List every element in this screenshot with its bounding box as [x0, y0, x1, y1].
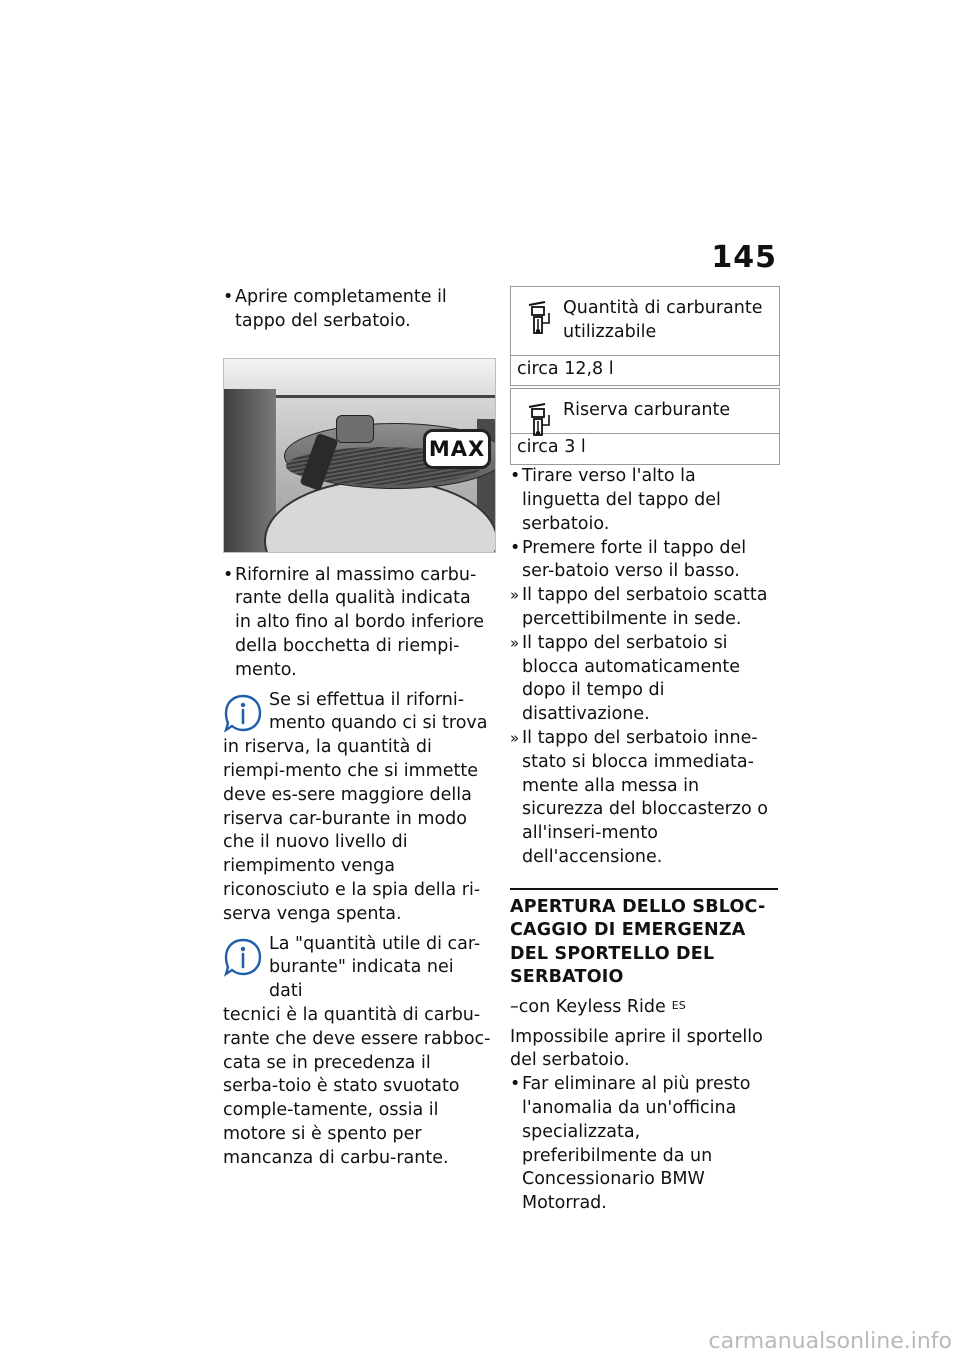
step-dealer: • Far eliminare al più presto l'anomalia da un'officina specializzata, preferibilmente da un Concessionario BMW Motorrad.	[510, 1073, 778, 1216]
note-text: tecnici è la quantità di carbu-rante che deve essere rabboc-cata se in precedenza il serba-toio è stato svuotato comple-tamente, ossia il motore si è spento per mancanza di carbu-rante.	[223, 1004, 491, 1168]
fuel-pump-icon	[525, 401, 553, 441]
note-line: burante" indicata nei dati	[269, 957, 454, 1002]
info-icon	[223, 693, 263, 733]
right-column	[510, 286, 778, 1216]
spec-label: Riserva carburante	[563, 400, 731, 421]
condition-code: ES	[671, 998, 686, 1012]
max-level-badge: MAX	[423, 429, 491, 469]
step-refuel: • Rifornire al massimo carbu-rante della qualità indicata in alto fino al bordo inferiore della bocchetta di riempi-mento.	[223, 564, 491, 683]
spec-fuel-reserve	[510, 388, 780, 465]
info-note-reserve	[223, 689, 491, 927]
result-cap-snaps: » Il tappo del serbatoio scatta percettibilmente in sede.	[510, 584, 778, 632]
info-icon	[223, 937, 263, 977]
left-column	[223, 286, 491, 1171]
note-text: in riserva, la quantità di riempi-mento che si immette deve es-sere maggiore della riserva car-burante in modo che il nuovo livello di riempimento venga riconosciuto e la spia della ri-serva venga spenta.	[223, 737, 481, 924]
spec-value: circa 12,8 l	[511, 355, 779, 386]
condition-text: –con Keyless Ride	[510, 996, 666, 1017]
note-line: La "quantità utile di car-	[269, 933, 481, 954]
note-line: Se si effettua il riforni-	[269, 689, 465, 710]
step-pull-tab: • Tirare verso l'alto la linguetta del tappo del serbatoio.	[510, 465, 778, 536]
result-auto-lock: » Il tappo del serbatoio si blocca automaticamente dopo il tempo di disattivazione.	[510, 632, 778, 727]
info-note-usable-fuel	[223, 933, 491, 1171]
result-immediate-lock: » Il tappo del serbatoio inne-stato si blocca immediata-mente alla messa in sicurezza del bloccasterzo o all'inseri-mento dell'accensione.	[510, 727, 778, 870]
intro-text: Impossibile aprire il sportello del serbatoio.	[510, 1026, 763, 1071]
note-line: mento quando ci si trova	[269, 713, 488, 734]
page-number: 145	[711, 240, 777, 275]
watermark: carmanualsonline.info	[708, 1329, 952, 1354]
step-press-cap: • Premere forte il tappo del ser-batoio verso il basso.	[510, 537, 778, 585]
spec-usable-fuel	[510, 286, 780, 386]
fuel-filler-photo	[223, 358, 496, 553]
section-title: APERTURA DELLO SBLOC-CAGGIO DI EMERGENZA DEL SPORTELLO DEL SERBATOIO	[510, 888, 778, 990]
spec-label: Quantità di carburante utilizzabile	[563, 298, 763, 342]
spec-value: circa 3 l	[511, 433, 779, 464]
fuel-pump-icon	[525, 299, 553, 339]
condition-keyless	[510, 996, 778, 1020]
step-open-cap: • Aprire completamente il tappo del serbatoio.	[223, 286, 491, 334]
